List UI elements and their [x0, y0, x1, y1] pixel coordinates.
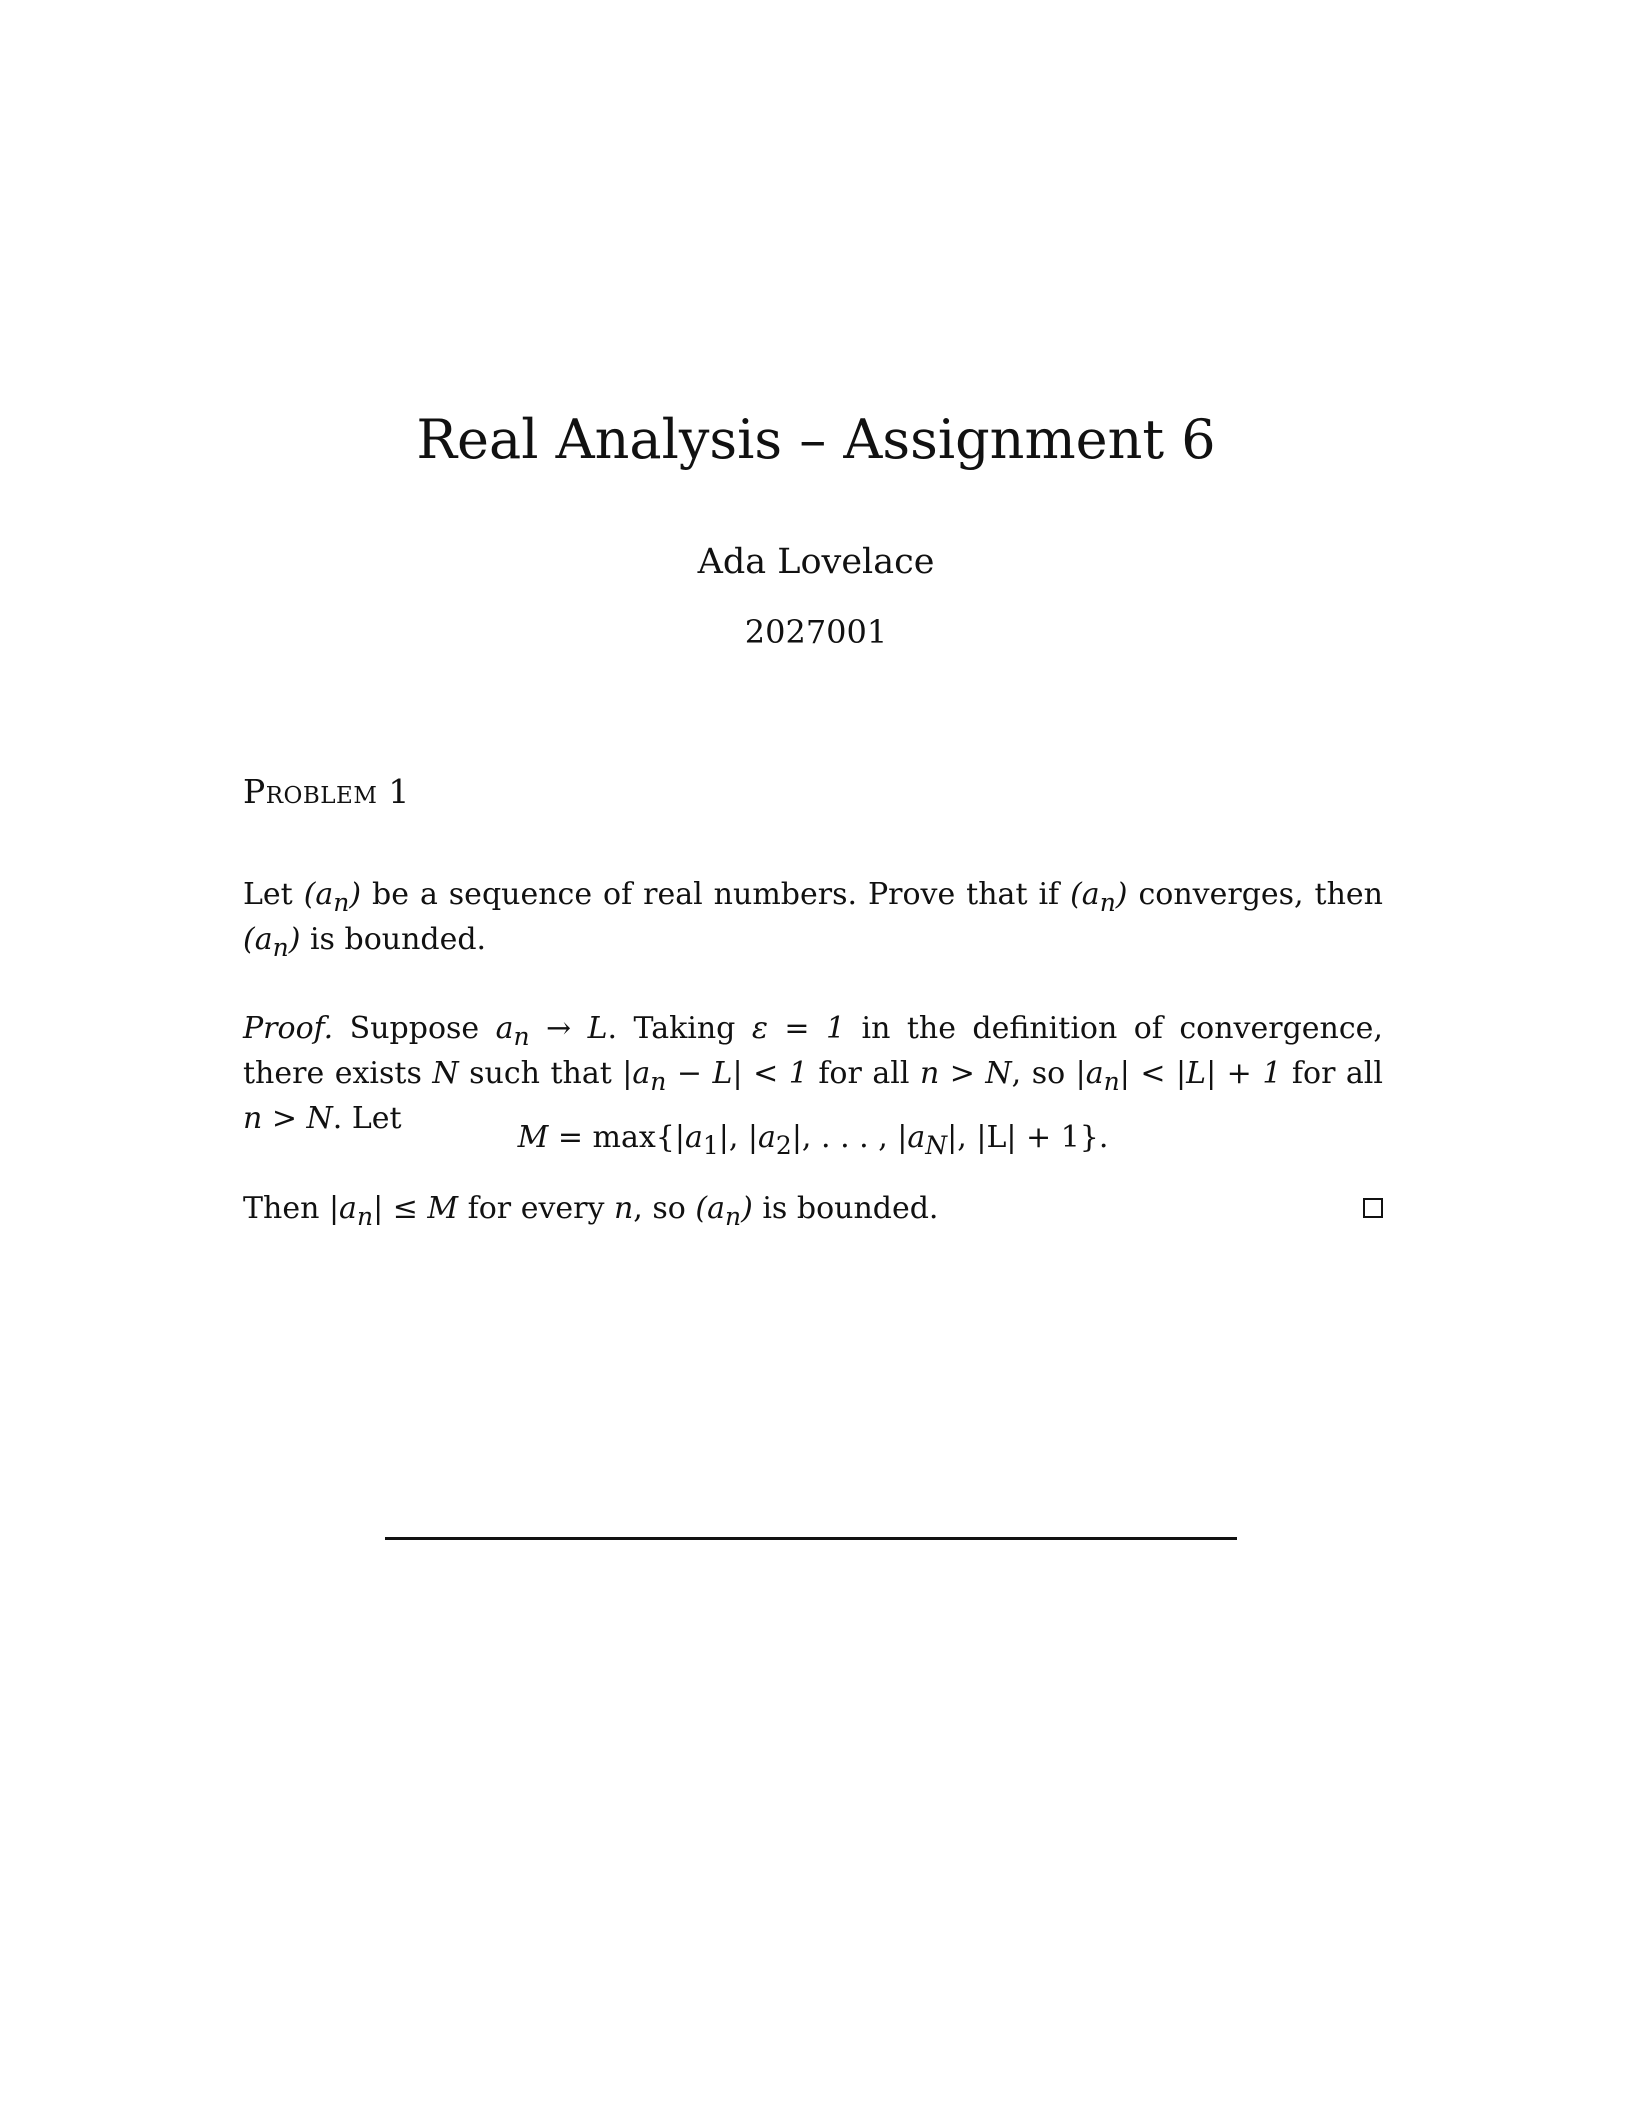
- math-N: N: [432, 1056, 459, 1091]
- qed-square-icon: [1363, 1198, 1383, 1218]
- proof-conclusion: Then $|a_n| \le M$ for every n, so $(a_n)$ is bounded.: [243, 1190, 1383, 1235]
- math-sequence: $(a_n)$: [243, 922, 301, 962]
- math-condition: n > N: [919, 1056, 1012, 1091]
- student-id: 2027001: [744, 613, 888, 651]
- math-sequence: $(a_n)$: [695, 1191, 753, 1231]
- proof-label: Proof.: [243, 1011, 334, 1046]
- math-limit: $a_n \to L$: [495, 1011, 608, 1051]
- math-bound: $|a_n| < |L| + 1$: [1075, 1056, 1282, 1096]
- horizontal-rule: [385, 1537, 1237, 1540]
- problem-statement: Let $(a_n)$ be a sequence of real numbers. Prove that if $(a_n)$ converges, then $(a_n)$ is bounded.: [243, 877, 1383, 962]
- math-epsilon: ε = 1: [751, 1011, 846, 1046]
- proof-paragraph: Proof. Suppose $a_n \to L$. Taking ε = 1 in the definition of convergence, there exists N such that $|a_n - L| < 1$ for all n > N, so $|a_n| < |L| + 1$ for all n > N. Let: [243, 1011, 1383, 1136]
- display-equation: $M = \max\{|a_1|$, $|a_2|$, . . . , $|a_N|$, |L| + 1}.: [517, 1120, 1109, 1160]
- math-condition: n > N: [243, 1101, 333, 1136]
- author-name: Ada Lovelace: [697, 542, 935, 582]
- math-sequence: $(a_n)$: [1070, 877, 1128, 917]
- document-title: Real Analysis – Assignment 6: [416, 408, 1216, 471]
- math-bound: $|a_n| \le M$: [328, 1191, 459, 1231]
- problem-heading: Problem 1: [243, 772, 410, 811]
- math-sequence: $(a_n)$: [303, 877, 362, 917]
- math-inequality: $|a_n - L| < 1$: [622, 1056, 808, 1096]
